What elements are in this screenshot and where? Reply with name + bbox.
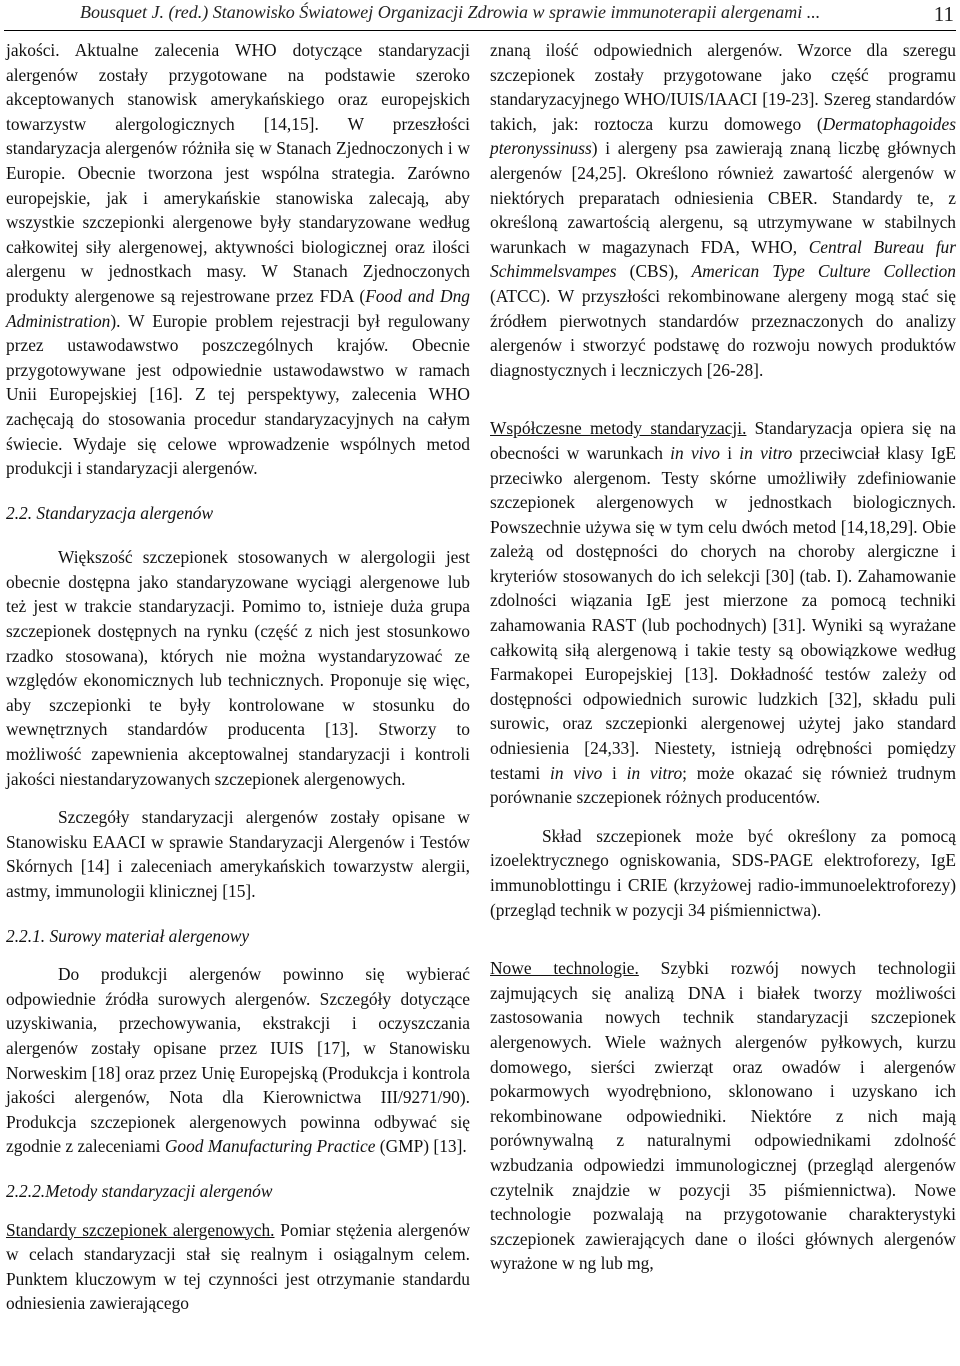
paragraph: Skład szczepionek może być określony za pomocą izoelektrycznego ogniskowania, SDS-PAGE elektroforezy, IgE immunoblottingu i CRIE (krzyżowej radio-immunoelektroforezy) (przegląd technik w pozycji 34 piśmiennictwa). (490, 825, 956, 920)
section-heading-2-2: 2.2. Standaryzacja alergenów (6, 502, 214, 523)
right-column (490, 38, 956, 1276)
running-header (80, 2, 954, 28)
section-heading-2-2-2: 2.2.2.Metody standaryzacji alergenów (6, 1180, 273, 1201)
paragraph: Do produkcji alergenów powinno się wybierać odpowiednie źródła surowych alergenów. Szczegóły dotyczące uzyskiwania, przechowywania, ekstrakcji i oczyszczania alergenów zostały opisane przez IUIS [17], w Stanowisku Norweskim [18] oraz przez Unię Europejską (Produkcja i kontrola jakości alergenów, Nota dla Kierownictwa III/9271/90). Produkcja szczepionek alergenowych powinna odbywać się zgodnie z zaleceniami Good Manufacturing Practice (GMP) [13]. (6, 964, 470, 1157)
running-title: Bousquet J. (red.) Stanowisko Światowej Organizacji Zdrowia w sprawie immunoterapii alergenami ... (80, 2, 821, 22)
page-number: 11 (933, 2, 954, 26)
header-rule (4, 30, 956, 31)
paragraph: Współczesne metody standaryzacji. Standaryzacja opiera się na obecności w warunkach in vivo i in vitro przeciwciał klasy IgE przeciwko alergenom. Testy skórne umożliwiły zdefiniowanie szczepionek alergenowych w jednostkach biologicznych. Powszechnie używa się w tym celu dwóch metod [14,18,29]. Obie zależą od dostępności do chorych na choroby alergiczne i kryteriów stosowanych do ich selekcji [30] (tab. I). Zahamowanie zdolności wiązania IgE jest mierzone za pomocą techniki zahamowania RAST (lub pochodnych) [31]. Wyniki są wyrażane całkowitą siłą alergenową i takie testy są obowiązkowe według Farmakopei Europejskiej [13]. Dokładność testów zależy od dostępności odpowiednich surowic ludzkich [32], składu puli surowic, oraz szczepionki alergenowej użytej jako standard odniesienia [24,33]. Niestety, istnieją odrębności pomiędzy testami in vivo i in vitro; może okazać się również trudnym porównanie szczepionek różnych producentów. (490, 418, 957, 808)
left-column (6, 38, 470, 1316)
paragraph: Szczegóły standaryzacji alergenów zostały opisane w Stanowisku EAACI w sprawie Standaryzacji Alergenów i Testów Skórnych [14] i zaleceniach amerykańskich towarzystw alergii, astmy, immunologii klinicznej [15]. (6, 807, 470, 901)
paragraph: Większość szczepionek stosowanych w alergologii jest obecnie dostępna jako standaryzowane wyciągi alergenowe lub też jest w trakcie standaryzacji. Pomimo to, istnieje duża grupa szczepionek dostępnych na rynku (część z nich jest stosunkowo rzadko stosowana), których nie można wystandaryzować ze względów ekonomicznych lub technicznych. Proponuje się więc, aby szczepionki te były kontrolowane w stosunku do wewnętrznych standardów producenta [13]. Stworzy to możliwość zapewnienia akceptowalnej standaryzacji i kontroli jakości niestandaryzowanych szczepionek alergenowych. (6, 547, 470, 789)
paragraph: Standardy szczepionek alergenowych. Pomiar stężenia alergenów w celach standaryzacji stał się realnym i osiągalnym celem. Punktem kluczowym w tej czynności jest otrzymanie standardu odniesienia zawierającego (6, 1219, 470, 1314)
section-heading-2-2-1: 2.2.1. Surowy materiał alergenowy (6, 925, 250, 946)
paragraph: znaną ilość odpowiednich alergenów. Wzorce dla szeregu szczepionek zostały przygotowane jako część programu standaryzacyjnego WHO/IUIS/IAACI [19-23]. Szereg standardów takich, jak: roztocza kurzu domowego (Dermatophagoides pteronyssinuss) i alergeny psa zawierają znaną liczbę głównych alergenów [24,25]. Określono również zawartość alergenów w niektórych preparatach odniesienia CBER. Standardy te, z określoną zawartością alergenu, są utrzymywane w stabilnych warunkach w magazynach FDA, WHO, Central Bureau fur Schimmelsvampes (CBS), American Type Culture Collection (ATCC). W przyszłości rekombinowane alergeny mogą stać się źródłem pierwotnych standardów przeznaczonych do analizy alergenów i stworzyć podstawę do rozwoju nowych produktów diagnostycznych i leczniczych [26-28]. (490, 40, 956, 380)
paragraph: Nowe technologie. Szybki rozwój nowych technologii zajmujących się analizą DNA i białek tworzy możliwości zastosowania nowych technik standaryzacji szczepionek alergenowych. Wiele ważnych alergenów pyłkowych, kurzu domowego, sierści zwierząt oraz owadów i alergenów pokarmowych wyodrębniono, sklonowano i uzyskano ich rekombinowane odpowiedniki. Niektóre z nich mają porównywalną z naturalnymi odpowiednikami zdolność wzbudzania odpowiedzi immunologicznej (przegląd alergenów czytelnik znajdzie w pozycji 35 piśmiennictwa). Nowe technologie pozwalają na przygotowanie charakterystyki szczepionek zawierających dane o ilości głównych alergenów wyrażone w ng lub mg, (490, 958, 956, 1274)
paragraph: jakości. Aktualne zalecenia WHO dotyczące standaryzacji alergenów zostały przygotowane na podstawie szeroko akceptowanych stanowisk amerykańskiego oraz europejskich towarzystw alergologicznych [14,15]. W przeszłości standaryzacja alergenów różniła się w Stanach Zjednoczonych i w Europie. Obecnie tworzona jest wspólna strategia. Zarówno europejskie, jak i amerykańskie stanowiska zalecają, aby wszystkie szczepionki alergenowe były standaryzowane według całkowitej siły alergenowej, aktywności biologicznej oraz ilości alergenu w jednostkach masy. W Stanach Zjednoczonych produkty alergenowe są rejestrowane przez FDA (Food and Dng Administration). W Europie problem rejestracji był regulowany przez ustawodawstwo poszczególnych krajów. Obecnie przygotowywane jest odpowiednie ustawodawstwo w ramach Unii Europejskiej [16]. Z tej perspektywy, zalecenia WHO zachęcają do stosowania procedur standaryzacyjnych na całym świecie. Wydaje się celowe wprowadzenie wspólnych metod produkcji i standaryzacji alergenów. (6, 40, 470, 479)
